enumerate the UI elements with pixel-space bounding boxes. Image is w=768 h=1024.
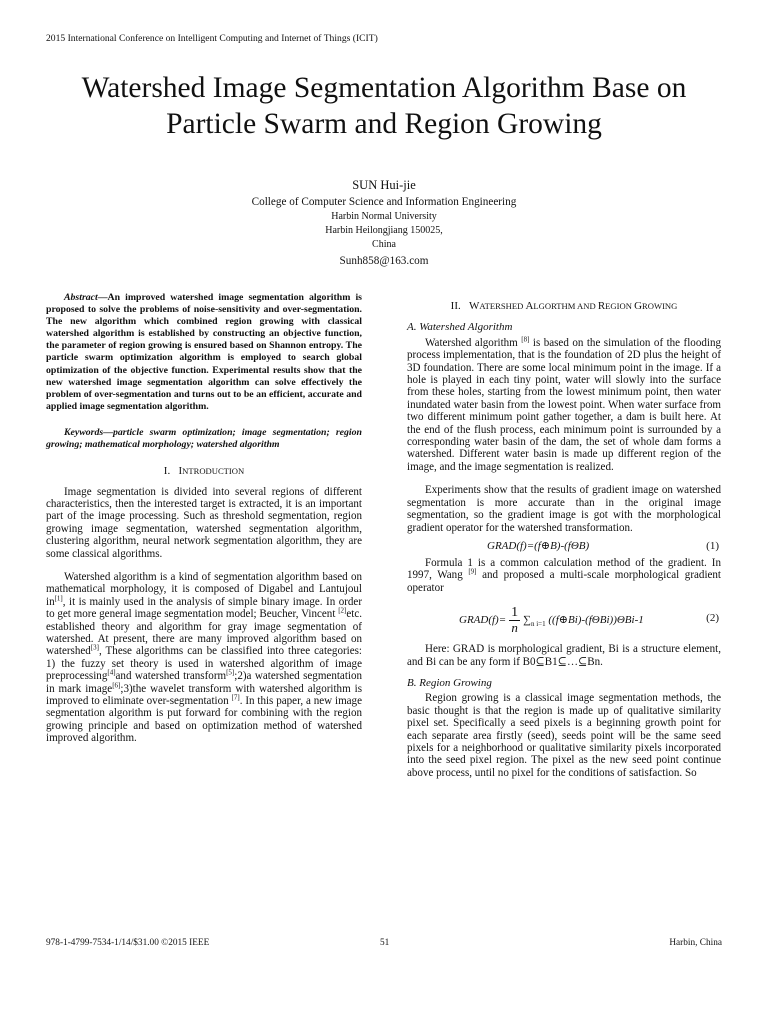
paper-title: Watershed Image Segmentation Algorithm Base on Particle Swarm and Region Growing: [81, 72, 687, 140]
abstract-lead: Abstract: [64, 292, 98, 303]
author-department: College of Computer Science and Information Engineering: [251, 196, 517, 208]
keywords: Keywords—particle swarm optimization; image segmentation; region growing; mathematical morphology; watershed algorithm: [46, 426, 362, 451]
watershed-paragraph-3: Formula 1 is a common calculation method of the gradient. In 1997, Wang [9] and proposed a multi-scale morphological gradient operator: [407, 556, 722, 594]
intro-paragraph-2: Watershed algorithm is a kind of segmentation algorithm based on mathematical morphology, it is composed of Digabel and Lantujoul in[1], it is mainly used in the analysis of simple binary image. In order to get more general image segmentation model; Beucher, Vincent [2]etc. established theory and algorithm for gray image segmentation of watershed. At present, there are many improved algorithm based on watershed[3], These algorithms can be classified into three categories: 1) the fuzzy set theory is used in watershed algorithm of image preprocessing[4]and watershed transform[5];2)a watershed segmentation in mark image[6];3)the wavelet transform with watershed algorithm is improved to eliminate over-segmentation [7]. In this paper, a new image segmentation algorithm is put forward for combining with the region growing principle and based on optimization method of watershed improved algorithm.: [46, 570, 362, 745]
subsection-a-heading: A. Watershed Algorithm: [407, 321, 513, 334]
watershed-paragraph-1: Watershed algorithm [8] is based on the simulation of the flooding process implementation, that is the foundation of 2D plus the height of 3D foundation. There are some local minimum point in the image. If a hole is played in each tiny point, water will slowly into the surface from these holes, starting from the lowest minimum point, then water inundated water basin from the lowest point. When water surface from two different minimum point gather together, a dam is built here. At the end of the flush process, each minimum point is surrounded by a corresponding water basin of the dam, the set of whole dam forms a watershed. Different water basin is made up different region of the image, and the image segmentation is realized.: [407, 335, 721, 473]
footer-copyright: 978-1-4799-7534-1/14/$31.00 ©2015 IEEE: [46, 938, 210, 948]
watershed-paragraph-2: Experiments show that the results of gradient image on watershed segmentation is more accurate than in the original image segmentation, so the gradient image is got with the morphological gradient operator for the watershed transformation.: [407, 484, 721, 534]
author-name: SUN Hui-jie: [352, 178, 416, 192]
formula-2-number: (2): [706, 612, 719, 625]
conference-header: 2015 International Conference on Intelligent Computing and Internet of Things (ICIT): [46, 33, 378, 44]
abstract-text: —An improved watershed image segmentation algorithm is proposed to solve the problems of noise-sensitivity and over-segmentation. The new algorithm which combined region growing with classical watershed algorithm is established by constructing an objective function, the parameter of region growing is ensured based on Shannon entropy. The particle swarm optimization algorithm is employed to search global optimization of the objective function. Experimental results show that the new watershed image segmentation algorithm can solve effectively the problem of over-segmentation and turns out to be an efficient, accurate and applied image segmentation algorithm.: [46, 292, 362, 412]
author-address: Harbin Heilongjiang 150025,: [325, 225, 443, 236]
section-2-heading: II. WATERSHED ALGORTHM AND REGION GROWING: [450, 300, 678, 312]
formula-1-number: (1): [706, 539, 719, 552]
footer-location: Harbin, China: [669, 938, 722, 948]
author-email: Sunh858@163.com: [339, 255, 429, 267]
author-block: [0, 178, 768, 268]
intro-paragraph-1: Image segmentation is divided into several regions of different characteristics, then the interested target is extracted, it is an important part of the image processing. Such as threshold segmentation, region growing image segmentation, watershed segmentation algorithm, clustering algorithm, neural network segmentation algorithm, they are some classical algorithms.: [46, 485, 362, 560]
section-1-heading: I. INTRODUCTION: [163, 465, 245, 478]
formula-1: [407, 540, 721, 555]
formula-1-expression: GRAD(f)=(f⊕B)-(fΘB): [487, 539, 590, 552]
watershed-paragraph-4: Here: GRAD is morphological gradient, Bi is a structure element, and Bi can be any form if B0⊆B1⊆…⊆Bn.: [407, 643, 721, 668]
footer-page-number: 51: [380, 938, 390, 948]
region-growing-paragraph: Region growing is a classical image segmentation methods, the basic thought is that the region is made up of qualitative similarity pixel set. Specifically a seed pixels is a beginning growth point for each separate area firstly (seed), seeds point will be the same seed pixels for a neighborhood or qualitative similarity pixels incorporated into the seed pixel region. The pixel as the new seed point continue above process, until no pixel for the conditions of satisfaction. So: [407, 692, 721, 779]
subsection-b-heading: B. Region Growing: [407, 676, 492, 689]
formula-2-expression: GRAD(f)= $\frac{1}{n}$ $\sum_{n i=1}$ ((f⊕Bi)-(fΘBi))ΘBi-1: [459, 605, 644, 636]
abstract: [46, 292, 362, 413]
author-university: Harbin Normal University: [331, 211, 437, 222]
formula-2: [407, 600, 721, 640]
left-column: [46, 292, 362, 745]
right-column: [407, 292, 721, 779]
author-country: China: [372, 239, 396, 250]
